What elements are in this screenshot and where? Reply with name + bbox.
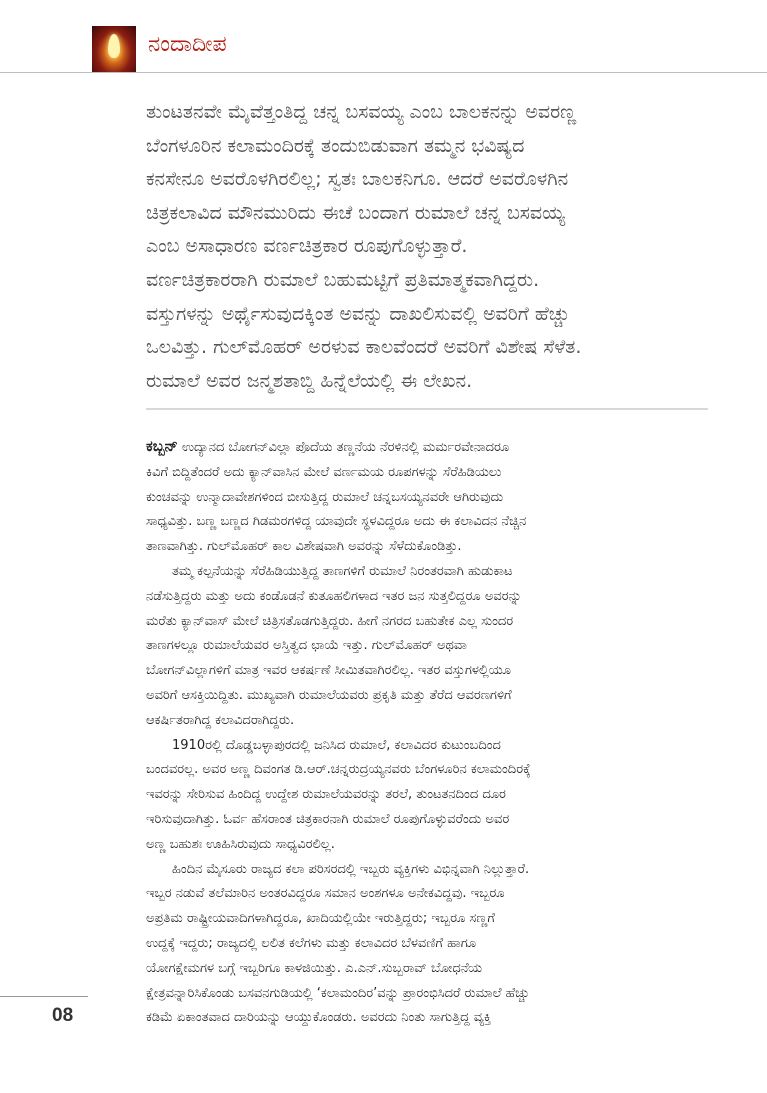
body-line: ಅಪ್ರತಿಮ ರಾಷ್ಟ್ರೀಯವಾದಿಗಳಾಗಿದ್ದರೂ, ಖಾದಿಯಲ್ಲಿಯೇ ಇರುತ್ತಿದ್ದರು; ಇಬ್ಬರೂ ಸಣ್ಣಗೆ [146, 911, 495, 927]
intro-line: ವಸ್ತುಗಳನ್ನು ಅರ್ಥೈಸುವುದಕ್ಕಿಂತ ಅವನ್ನು ದಾಖಲಿಸುವಲ್ಲಿ ಅವರಿಗೆ ಹೆಚ್ಚು [146, 302, 570, 325]
body-line: ಬೋಗನ್‌ವಿಲ್ಲಾಗಳಿಗೆ ಮಾತ್ರ ಇವರ ಆಕರ್ಷಣೆ ಸೀಮಿತವಾಗಿರಲಿಲ್ಲ. ಇತರ ವಸ್ತುಗಳಲ್ಲಿಯೂ [146, 663, 511, 679]
intro-line: ಚಿತ್ರಕಲಾವಿದ ಮೌನಮುರಿದು ಈಚೆ ಬಂದಾಗ ರುಮಾಲೆ ಚನ್ನ ಬಸವಯ್ಯ [146, 201, 566, 224]
body-line: ಕ್ಷೇತ್ರವನ್ನಾರಿಸಿಕೊಂಡು ಬಸವನಗುಡಿಯಲ್ಲಿ ‘ಕಲಾಮಂದಿರ’ವನ್ನು ಪ್ರಾರಂಭಿಸಿದರೆ ರುಮಾಲೆ ಹೆಚ್ಚು [146, 985, 530, 1001]
body-line: ಆಕರ್ಷಿತರಾಗಿದ್ದ ಕಲಾವಿದರಾಗಿದ್ದರು. [146, 712, 295, 728]
body-line: ಇಬ್ಬರ ನಡುವೆ ತಲೆಮಾರಿನ ಅಂತರವಿದ್ದರೂ ಸಮಾನ ಅಂಶಗಳೂ ಅನೇಕವಿದ್ದವು. ಇಬ್ಬರೂ [146, 886, 505, 902]
body-line: ಅವರಿಗೆ ಆಸಕ್ತಿಯಿದ್ದಿತು. ಮುಖ್ಯವಾಗಿ ರುಮಾಲೆಯವರು ಪ್ರಕೃತಿ ಮತ್ತು ತೆರೆದ ಆವರಣಗಳಿಗೆ [146, 687, 512, 703]
magazine-title: ನಂದಾದೀಪ [148, 32, 227, 57]
first-line-text: ಉದ್ಯಾನದ ಬೋಗನ್‌ವಿಲ್ಲಾ ಪೊದೆಯ ತಣ್ಣನೆಯ ನೆರಳಿನಲ್ಲಿ ಮರ್ಮರವೇನಾದರೂ [177, 440, 510, 455]
body-line: ಕಿವಿಗೆ ಬಿದ್ದಿತೆಂದರೆ ಅದು ಕ್ಯಾನ್‌ವಾಸಿನ ಮೇಲೆ ವರ್ಣಮಯ ರೂಪಗಳನ್ನು ಸೆರೆಹಿಡಿಯಲು [146, 464, 502, 480]
body-line: ಉದ್ದಕ್ಕೆ ಇದ್ದರು; ರಾಜ್ಯದಲ್ಲಿ ಲಲಿತ ಕಲೆಗಳು ಮತ್ತು ಕಲಾವಿದರ ಬೆಳವಣಿಗೆ ಹಾಗೂ [146, 935, 477, 951]
opening-word: ಕಬ್ಬನ್ [146, 437, 178, 455]
intro-line: ವರ್ಣಚಿತ್ರಕಾರರಾಗಿ ರುಮಾಲೆ ಬಹುಮಟ್ಟಿಗೆ ಪ್ರತಿಮಾತ್ಮಕವಾಗಿದ್ದರು. [146, 268, 540, 291]
body-line: ತಮ್ಮ ಕಲ್ಪನೆಯನ್ನು ಸೆರೆಹಿಡಿಯುತ್ತಿದ್ದ ತಾಣಗಳಿಗೆ ರುಮಾಲೆ ನಿರಂತರವಾಗಿ ಹುಡುಕಾಟ [172, 563, 513, 579]
page-header [0, 0, 767, 74]
intro-line: ತುಂಟತನವೇ ಮೈವೆತ್ತಂತಿದ್ದ ಚನ್ನ ಬಸವಯ್ಯ ಎಂಬ ಬಾಲಕನನ್ನು ಅವರಣ್ಣ [146, 101, 577, 123]
body-line: 1910ರಲ್ಲಿ ದೊಡ್ಡಬಳ್ಳಾಪುರದಲ್ಲಿ ಜನಿಸಿದ ರುಮಾಲೆ, ಕಲಾವಿದರ ಕುಟುಂಬದಿಂದ [172, 737, 501, 753]
intro-line: ಒಲವಿತ್ತು. ಗುಲ್‌ಮೊಹರ್ ಅರಳುವ ಕಾಲವೆಂದರೆ ಅವರಿಗೆ ವಿಶೇಷ ಸೆಳೆತ. [146, 336, 582, 359]
body-line: ಯೋಗಕ್ಷೇಮಗಳ ಬಗ್ಗೆ ಇಬ್ಬರಿಗೂ ಕಾಳಜಿಯಿತ್ತು. ಎ.ಎನ್.ಸುಬ್ಬರಾವ್ ಬೋಧನೆಯ [146, 960, 483, 976]
intro-line: ಕನಸೇನೂ ಅವರೊಳಗಿರಲಿಲ್ಲ; ಸ್ವತಃ ಬಾಲಕನಿಗೂ. ಆದರೆ ಅವರೊಳಗಿನ [146, 168, 569, 191]
flame-shape [108, 34, 120, 58]
body-line: ಇರಿಸುವುದಾಗಿತ್ತು. ಓರ್ವ ಹೆಸರಾಂತ ಚಿತ್ರಕಾರನಾಗಿ ರುಮಾಲೆ ರೂಪುಗೊಳ್ಳುವರೆಂದು ಅವರ [146, 811, 510, 827]
header-divider [0, 72, 767, 73]
body-line: ಕಡಿಮೆ ಏಕಾಂತವಾದ ದಾರಿಯನ್ನು ಆಯ್ದುಕೊಂಡರು. ಅವರದು ನಿಂತು ಸಾಗುತ್ತಿದ್ದ ವ್ಯಕ್ತಿ [146, 1010, 492, 1026]
intro-line: ಬೆಂಗಳೂರಿನ ಕಲಾಮಂದಿರಕ್ಕೆ ತಂದುಬಿಡುವಾಗ ತಮ್ಮನ ಭವಿಷ್ಯದ [146, 134, 525, 157]
body-line: ಇವರನ್ನು ಸೇರಿಸುವ ಹಿಂದಿದ್ದ ಉದ್ದೇಶ ರುಮಾಲೆಯವರನ್ನು ತರಲೆ, ತುಂಟತನದಿಂದ ದೂರ [146, 787, 506, 803]
intro-line: ಎಂಬ ಅಸಾಧಾರಣ ವರ್ಣಚಿತ್ರಕಾರ ರೂಪುಗೊಳ್ಳುತ್ತಾರೆ. [146, 235, 468, 258]
body-line: ಕುಂಚವನ್ನು ಉನ್ಮಾದಾವೇಶಗಳಿಂದ ಬೀಸುತ್ತಿದ್ದ ರುಮಾಲೆ ಚನ್ನಬಸಯ್ಯನವರೇ ಆಗಿರುವುದು [146, 489, 504, 505]
body-line: ನಡೆಸುತ್ತಿದ್ದರು ಮತ್ತು ಅದು ಕಂಡೊಡನೆ ಕುತೂಹಲಿಗಳಾದ ಇತರ ಜನ ಸುತ್ತಲಿದ್ದರೂ ಅವರನ್ನು [146, 588, 522, 604]
body-line: ಸಾಧ್ಯವಿತ್ತು. ಬಣ್ಣ ಬಣ್ಣದ ಗಿಡಮರಗಳಿದ್ದ ಯಾವುದೇ ಸ್ಥಳವಿದ್ದರೂ ಅದು ಈ ಕಲಾವಿದನ ನೆಚ್ಚಿನ [146, 514, 527, 530]
body-line: ಅಣ್ಣ ಬಹುಶಃ ಊಹಿಸಿರುವುದು ಸಾಧ್ಯವಿರಲಿಲ್ಲ. [146, 836, 335, 852]
body-line: ತಾಣಗಳಲ್ಲೂ ರುಮಾಲೆಯವರ ಅಸ್ತಿತ್ವದ ಛಾಯೆ ಇತ್ತು. ಗುಲ್‌ಮೊಹರ್ ಅಥವಾ [146, 638, 467, 654]
body-line: ಬಂದವರಲ್ಲ. ಅವರ ಅಣ್ಣ ದಿವಂಗತ ಡಿ.ಆರ್.ಚನ್ನರುದ್ರಯ್ಯನವರು ಬೆಂಗಳೂರಿನ ಕಲಾಮಂದಿರಕ್ಕೆ [146, 762, 531, 778]
body-line: ಮರೆತು ಕ್ಯಾನ್‌ವಾಸ್ ಮೇಲೆ ಚಿತ್ರಿಸತೊಡಗುತ್ತಿದ್ದರು. ಹೀಗೆ ನಗರದ ಬಹುತೇಕ ಎಲ್ಲ ಸುಂದರ [146, 613, 514, 629]
intro-line: ರುಮಾಲೆ ಅವರ ಜನ್ಮಶತಾಬ್ದಿ ಹಿನ್ನೆಲೆಯಲ್ಲಿ ಈ ಲೇಖನ. [146, 369, 473, 392]
body-line: ಹಿಂದಿನ ಮೈಸೂರು ರಾಜ್ಯದ ಕಲಾ ಪರಿಸರದಲ್ಲಿ ಇಬ್ಬರು ವ್ಯಕ್ತಿಗಳು ವಿಭಿನ್ನವಾಗಿ ನಿಲ್ಲುತ್ತಾರೆ. [172, 861, 530, 877]
footer-divider [0, 996, 88, 997]
body-line: ತಾಣವಾಗಿತ್ತು. ಗುಲ್‌ಮೊಹರ್ ಕಾಲ ವಿಶೇಷವಾಗಿ ಅವರನ್ನು ಸೆಳೆದುಕೊಂಡಿತ್ತು. [146, 539, 462, 555]
intro-standfirst [146, 96, 706, 398]
lamp-flame-icon [92, 26, 136, 72]
body-line [146, 434, 708, 461]
intro-divider [146, 408, 708, 410]
article-body [146, 434, 708, 1031]
page-number: 08 [52, 1005, 74, 1026]
